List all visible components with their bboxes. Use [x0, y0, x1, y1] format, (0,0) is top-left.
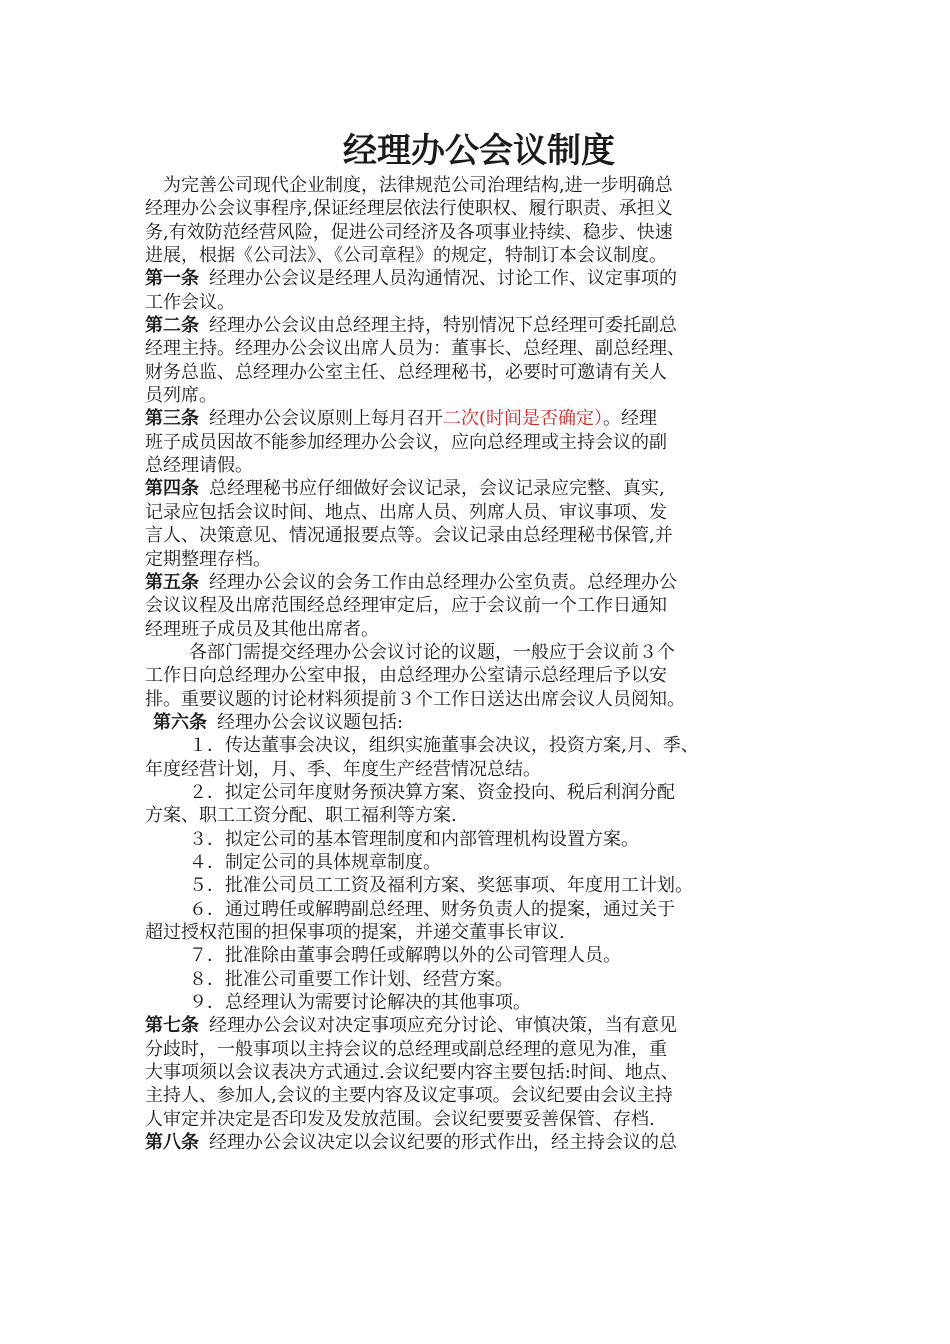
article-line: 财务总监、总经理办公室主任、总经理秘书，必要时可邀请有关人 — [145, 361, 667, 383]
highlighted-note: 二次(时间是否确定） — [443, 408, 604, 430]
article-label: 第四条 — [145, 478, 199, 500]
article-label: 第六条 — [153, 711, 207, 733]
list-item: １．传达董事会决议，组织实施董事会决议，投资方案,月、季、 — [189, 735, 699, 757]
article-6 — [145, 711, 813, 734]
article-text: 经理办公会议对决定事项应充分讨论、审慎决策，当有意见 — [209, 1015, 677, 1037]
document-title: 经理办公会议制度 — [343, 131, 615, 171]
article-text: 经理办公会议是经理人员沟通情况、讨论工作、议定事项的 — [209, 268, 677, 290]
article-4 — [145, 477, 813, 500]
article-label: 第三条 — [145, 408, 199, 430]
list-item: 超过授权范围的担保事项的提案，并递交董事长审议. — [145, 922, 565, 943]
article-line: 分歧时，一般事项以主持会议的总经理或副总经理的意见为准，重 — [145, 1038, 667, 1060]
article-8 — [145, 1131, 813, 1154]
list-item: 年度经营计划，月、季、年度生产经营情况总结。 — [145, 758, 541, 780]
article-line: 总经理请假。 — [145, 455, 253, 477]
article-line: 记录应包括会议时间、地点、出席人员、列席人员、审议事项、发 — [145, 501, 667, 523]
article-line: 言人、决策意见、情况通报要点等。会议记录由总经理秘书保管,并 — [145, 525, 673, 547]
list-item: ６．通过聘任或解聘副总经理、财务负责人的提案，通过关于 — [189, 898, 675, 920]
article-line: 定期整理存档。 — [145, 548, 271, 570]
article-line: 大事项须以会议表决方式通过.会议纪要内容主要包括:时间、地点、 — [145, 1062, 679, 1084]
article-label: 第五条 — [145, 571, 199, 593]
article-line: 工作日向总经理办公室申报，由总经理办公室请示总经理后予以安 — [145, 665, 667, 687]
article-label: 第八条 — [145, 1132, 199, 1154]
article-line: 员列席。 — [145, 385, 217, 407]
article-7 — [145, 1014, 813, 1037]
list-item: ９．总经理认为需要讨论解决的其他事项。 — [189, 992, 531, 1014]
article-line: 人审定并决定是否印发及发放范围。会议纪要要妥善保管、存档. — [145, 1108, 655, 1130]
article-label: 第二条 — [145, 315, 199, 337]
article-text: 。经理 — [603, 408, 658, 430]
article-line: 经理主持。经理办公会议出席人员为：董事长、总经理、副总经理、 — [145, 338, 685, 360]
intro-line: 进展，根据《公司法》、《公司章程》的规定，特制订本会议制度。 — [145, 245, 667, 267]
list-item: ２．拟定公司年度财务预决算方案、资金投向、税后利润分配 — [189, 781, 675, 803]
article-2 — [145, 314, 813, 337]
intro-line: 务,有效防范经营风险，促进公司经济及各项事业持续、稳步、快速 — [145, 221, 673, 243]
intro-line: 经理办公会议事程序,保证经理层依法行使职权、履行职责、承担义 — [145, 198, 673, 220]
article-line: 工作会议。 — [145, 291, 235, 313]
list-item: 方案、职工工资分配、职工福利等方案. — [145, 805, 457, 827]
article-5 — [145, 571, 813, 594]
article-line: 经理班子成员及其他出席者。 — [145, 618, 379, 640]
article-text: 经理办公会议由总经理主持，特别情况下总经理可委托副总 — [209, 315, 677, 337]
list-item: ３．拟定公司的基本管理制度和内部管理机构设置方案。 — [189, 828, 639, 850]
article-text: 经理办公会议议题包括: — [217, 711, 404, 733]
article-label: 第一条 — [145, 268, 199, 290]
article-text: 总经理秘书应仔细做好会议记录，会议记录应完整、真实, — [209, 478, 665, 500]
list-item: ８．批准公司重要工作计划、经营方案。 — [189, 968, 513, 990]
article-line: 主持人、参加人,会议的主要内容及议定事项。会议纪要由会议主持 — [145, 1085, 673, 1107]
intro-line: 为完善公司现代企业制度，法律规范公司治理结构,进一步明确总 — [163, 175, 673, 196]
article-text: 经理办公会议的会务工作由总经理办公室负责。总经理办公 — [209, 571, 677, 593]
article-1 — [145, 267, 813, 290]
list-item: ４．制定公司的具体规章制度。 — [189, 851, 441, 873]
article-label: 第七条 — [145, 1015, 199, 1037]
article-line: 会议议程及出席范围经总经理审定后，应于会议前一个工作日通知 — [145, 595, 667, 617]
document-page — [145, 128, 813, 1154]
list-item: ５．批准公司员工工资及福利方案、奖惩事项、年度用工计划。 — [189, 875, 693, 897]
article-line: 班子成员因故不能参加经理办公会议，应向总经理或主持会议的副 — [145, 431, 667, 453]
article-line: 排。重要议题的讨论材料须提前３个工作日送达出席会议人员阅知。 — [145, 688, 685, 710]
list-item: ７．批准除由董事会聘任或解聘以外的公司管理人员。 — [189, 945, 621, 967]
article-text: 经理办公会议原则上每月召开 — [209, 408, 443, 430]
article-text: 经理办公会议决定以会议纪要的形式作出，经主持会议的总 — [209, 1132, 677, 1154]
article-line: 各部门需提交经理办公会议讨论的议题，一般应于会议前３个 — [189, 641, 675, 663]
article-3 — [145, 407, 813, 430]
